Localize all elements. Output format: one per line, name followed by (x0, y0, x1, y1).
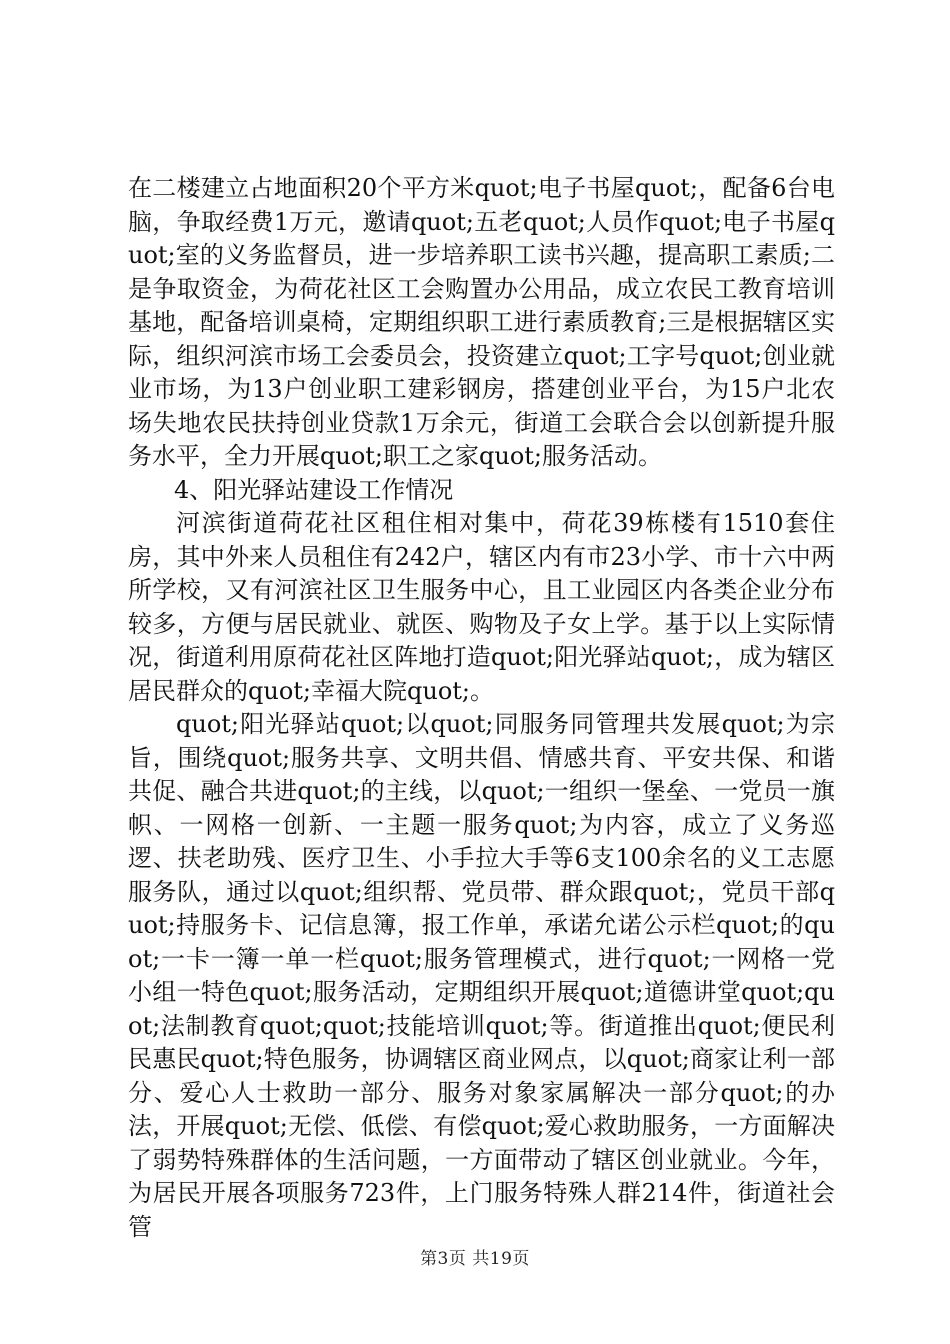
paragraph-hebin-community: 河滨街道荷花社区租住相对集中，荷花39栋楼有1510套住房，其中外来人员租住有242户，辖区内有市23小学、市十六中两所学校，又有河滨社区卫生服务中心，且工业园区内各类企业分布较多，方便与居民就业、就医、购物及子女上学。基于以上实际情况，街道利用原荷花社区阵地打造quot;阳光驿站quot;，成为辖区居民群众的quot;幸福大院quot;。 (128, 509, 835, 705)
page-number-footer: 第3页 共19页 (420, 1249, 530, 1269)
paragraph-electronic-library: 在二楼建立占地面积20个平方米quot;电子书屋quot;，配备6台电脑，争取经费1万元，邀请quot;五老quot;人员作quot;电子书屋quot;室的义务监督员，进一步培养职工读书兴趣，提高职工素质;二是争取资金，为荷花社区工会购置办公用品，成立农民工教育培训基地，配备培训桌椅，定期组织职工进行素质教育;三是根据辖区实际，组织河滨市场工会委员会，投资建立quot;工字号quot;创业就业市场，为13户创业职工建彩钢房，搭建创业平台，为15户北农场失地农民扶持创业贷款1万余元，街道工会联合会以创新提升服务水平，全力开展quot;职工之家quot;服务活动。 (128, 174, 835, 470)
section-heading-sunshine-station: 4、阳光驿站建设工作情况 (174, 475, 454, 504)
document-body (128, 172, 835, 1244)
paragraph-sunshine-station-services: quot;阳光驿站quot;以quot;同服务同管理共发展quot;为宗旨，围绕quot;服务共享、文明共倡、情感共育、平安共保、和谐共促、融合共进quot;的主线，以quot;一组织一堡垒、一党员一旗帜、一网格一创新、一主题一服务quot;为内容，成立了义务巡逻、扶老助残、医疗卫生、小手拉大手等6支100余名的义工志愿服务队，通过以quot;组织帮、党员带、群众跟quot;，党员干部quot;持服务卡、记信息簿，报工作单，承诺允诺公示栏quot;的quot;一卡一簿一单一栏quot;服务管理模式，进行quot;一网格一党小组一特色quot;服务活动，定期组织开展quot;道德讲堂quot;quot;法制教育quot;quot;技能培训quot;等。街道推出quot;便民利民惠民quot;特色服务，协调辖区商业网点，以quot;商家让利一部分、爱心人士救助一部分、服务对象家属解决一部分quot;的办法，开展quot;无偿、低偿、有偿quot;爱心救助服务，一方面解决了弱势特殊群体的生活问题，一方面带动了辖区创业就业。今年，为居民开展各项服务723件，上门服务特殊人群214件，街道社会管 (128, 710, 835, 1241)
